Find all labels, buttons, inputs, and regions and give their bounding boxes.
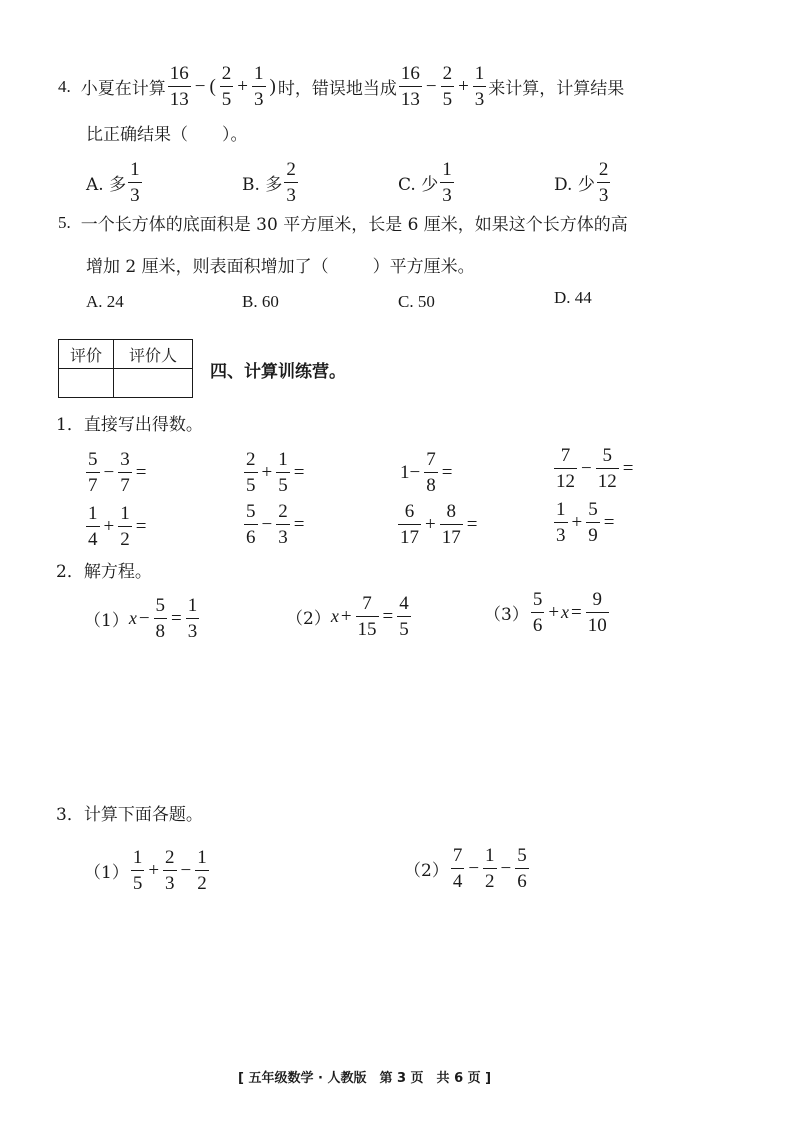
q4-text-b: 时，错误地当成	[277, 79, 397, 99]
q4-text-a: 小夏在计算	[80, 79, 166, 99]
fraction: $\frac{16}{13}$	[400, 63, 420, 110]
fraction: $\frac{1}{3}$	[474, 63, 485, 110]
fraction: $\frac{1}{5}$	[132, 847, 143, 894]
grading-header-score: 评价	[59, 340, 114, 369]
q5-line1-text: 一个长方体的底面积是 30 平方厘米，长是 6 厘米，如果这个长方体的高	[80, 215, 628, 235]
option-label: A. 多	[86, 175, 127, 195]
fraction: $\frac{1}{2}$	[485, 845, 495, 892]
fraction: $\frac{5}{12}$	[597, 445, 617, 492]
section-title: 四、计算训练营。	[210, 362, 346, 382]
grading-cell-grader[interactable]	[114, 369, 193, 398]
fraction: $\frac{2}{5}$	[442, 63, 453, 110]
calc-item: $\frac{1}{4}$ + $\frac{1}{2}$ =	[88, 503, 147, 550]
q4-line1: 4. 小夏在计算 $\frac{16}{13}$ − ( $\frac{2}{5}$ + $\frac{1}{3}$ ) 时，错误地当成 $\frac{16}{13}$ − $\frac{2}{5}$ + $\frac{1}{3}$ 来计算，计算结果	[58, 63, 625, 110]
q4-line2-end: ）。	[222, 125, 248, 145]
calc-item: $\frac{5}{7}$ − $\frac{3}{7}$ =	[88, 449, 147, 496]
grading-header-grader: 评价人	[114, 340, 193, 369]
fraction: $\frac{2}{3}$	[165, 847, 175, 894]
fraction: $\frac{9}{10}$	[587, 589, 607, 636]
item-label: （2）	[404, 861, 449, 881]
q5-number: 5.	[58, 212, 71, 232]
item-label: （3）	[484, 605, 529, 625]
q5-option-c[interactable]: C. 50	[398, 292, 435, 311]
fraction: $\frac{3}{7}$	[120, 449, 130, 496]
item-label: （1）	[84, 611, 129, 631]
q5-line1	[58, 210, 628, 235]
option-label: C. 少	[398, 175, 439, 195]
fraction: $\frac{5}{7}$	[88, 449, 98, 496]
fraction: $\frac{1}{4}$	[88, 503, 98, 550]
page-footer: [ 五年级数学 · 人教版 第 3 页 共 6 页 ]	[238, 1071, 492, 1086]
fraction: $\frac{16}{13}$	[169, 63, 189, 110]
fraction: $\frac{2}{5}$	[221, 63, 232, 110]
fraction: $\frac{1}{3}$	[130, 159, 140, 206]
fraction: $\frac{8}{17}$	[441, 501, 461, 548]
equation-3: （3） $\frac{5}{6}$ + x = $\frac{9}{10}$	[484, 589, 607, 636]
option-label: D. 少	[554, 175, 595, 195]
item-label: （1）	[84, 863, 129, 883]
fraction: $\frac{6}{17}$	[400, 501, 419, 548]
fraction: $\frac{5}{6}$	[246, 501, 256, 548]
q4-option-c[interactable]	[398, 160, 456, 205]
q5-line2-a: 增加 2 厘米，则表面积增加了（	[86, 257, 329, 277]
q5-option-b[interactable]: B. 60	[242, 292, 279, 311]
calc-item: $\frac{2}{5}$ + $\frac{1}{5}$ =	[246, 449, 305, 496]
fraction: $\frac{2}{5}$	[246, 449, 256, 496]
q5-line2-b: ）平方厘米。	[372, 257, 475, 277]
calc-item: 1− $\frac{7}{8}$ =	[400, 449, 453, 496]
fraction: $\frac{4}{5}$	[399, 593, 409, 640]
fraction: $\frac{1}{2}$	[197, 847, 207, 894]
fraction: $\frac{2}{3}$	[286, 159, 296, 206]
q5-option-a[interactable]: A. 24	[86, 292, 124, 311]
item-label: （2）	[286, 609, 331, 629]
fraction: $\frac{1}{3}$	[442, 159, 452, 206]
part2-title: 2．解方程。	[56, 562, 152, 582]
part3-title: 3．计算下面各题。	[56, 805, 203, 825]
q5-option-d[interactable]: D. 44	[554, 288, 592, 307]
q5-line2	[86, 252, 475, 277]
fraction: $\frac{5}{6}$	[532, 589, 543, 636]
fraction: $\frac{7}{15}$	[357, 593, 377, 640]
calc-item: $\frac{6}{17}$ + $\frac{8}{17}$ =	[400, 501, 478, 548]
fraction: $\frac{1}{3}$	[254, 63, 264, 110]
fraction: $\frac{5}{6}$	[517, 845, 527, 892]
calc-item: $\frac{1}{3}$ + $\frac{5}{9}$ =	[556, 499, 615, 546]
q4-option-a[interactable]	[86, 160, 144, 205]
equation-2: （2） x + $\frac{7}{15}$ = $\frac{4}{5}$	[286, 593, 409, 640]
fraction: $\frac{7}{8}$	[426, 449, 436, 496]
calc-item: $\frac{7}{12}$ − $\frac{5}{12}$ =	[556, 445, 634, 492]
fraction: $\frac{5}{9}$	[588, 499, 598, 546]
fraction: $\frac{7}{12}$	[556, 445, 575, 492]
expression-2: （2） $\frac{7}{4}$ − $\frac{1}{2}$ − $\frac{5}{6}$	[404, 845, 527, 892]
equation-1: （1） x − $\frac{5}{8}$ = $\frac{1}{3}$	[84, 595, 198, 642]
fraction: $\frac{1}{3}$	[187, 595, 198, 642]
fraction: $\frac{2}{3}$	[598, 159, 609, 206]
grading-table	[58, 339, 193, 398]
option-label: B. 多	[242, 175, 283, 195]
fraction: $\frac{1}{3}$	[556, 499, 566, 546]
q4-option-d[interactable]	[554, 160, 612, 205]
q4-option-b[interactable]	[242, 160, 300, 205]
q4-number: 4.	[58, 76, 71, 96]
fraction: $\frac{7}{4}$	[452, 845, 463, 892]
calc-item: $\frac{5}{6}$ − $\frac{2}{3}$ =	[246, 501, 305, 548]
fraction: $\frac{2}{3}$	[278, 501, 288, 548]
q4-text-c: 来计算，计算结果	[488, 79, 625, 99]
fraction: $\frac{1}{2}$	[120, 503, 130, 550]
fraction: $\frac{5}{8}$	[155, 595, 166, 642]
q4-line2-text: 比正确结果（	[86, 125, 188, 145]
q4-line2	[86, 120, 248, 145]
fraction: $\frac{1}{5}$	[278, 449, 288, 496]
grading-cell-score[interactable]	[59, 369, 114, 398]
expression-1: （1） $\frac{1}{5}$ + $\frac{2}{3}$ − $\frac{1}{2}$	[84, 847, 207, 894]
part1-title: 1．直接写出得数。	[56, 415, 203, 435]
